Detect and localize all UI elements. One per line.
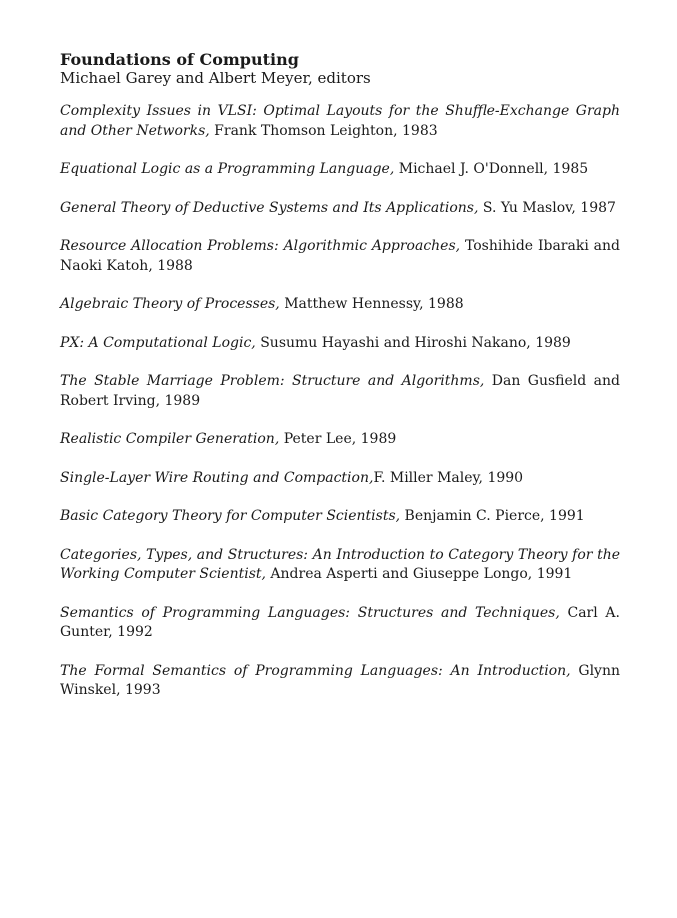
book-author-year: Matthew Hennessy, 1988 [279,296,464,312]
book-entry [60,160,620,180]
book-title: Algebraic Theory of Processes, [60,296,280,312]
series-editors: Michael Garey and Albert Meyer, editors [60,69,371,87]
series-page [60,50,620,720]
book-author-year: Peter Lee, 1989 [279,431,397,447]
book-title: General Theory of Deductive Systems and Its Applications, [60,199,479,216]
series-title: Foundations of Computing [60,50,299,69]
book-title: Semantics of Programming Languages: Structures and Techniques, [60,604,560,621]
book-author-year: Andrea Asperti and Giuseppe Longo, 1991 [265,566,573,582]
book-title: PX: A Computational Logic, [60,334,256,351]
book-title: Single-Layer Wire Routing and Compaction, [60,469,374,486]
book-entry [60,662,620,701]
book-entry [60,604,620,643]
book-title: The Stable Marriage Problem: Structure and Algorithms, [60,373,485,389]
book-author-year: Susumu Hayashi and Hiroshi Nakano, 1989 [255,334,571,351]
book-author-year: Toshihide Ibaraki and Naoki Katoh, 1988 [60,238,620,274]
book-entry [60,372,620,411]
book-entry [60,237,620,276]
book-title: Basic Category Theory for Computer Scientists, [60,508,401,524]
book-entry [60,430,620,450]
book-title: Resource Allocation Problems: Algorithmic Approaches, [60,238,461,254]
book-title: The Formal Semantics of Programming Languages: An Introduction, [60,662,571,679]
book-entry [60,295,620,315]
book-entry [60,507,620,527]
book-author-year: Dan Gusfield and Robert Irving, 1989 [60,373,621,409]
book-title: Realistic Compiler Generation, [60,431,280,447]
book-author-year: Carl A. Gunter, 1992 [60,604,620,640]
book-author-year: S. Yu Maslov, 1987 [478,199,616,216]
book-entry [60,102,620,141]
book-title: Complexity Issues in VLSI: Optimal Layouts for the Shuffle-Exchange Graph and Other Networks, [60,103,620,139]
book-author-year: F. Miller Maley, 1990 [373,469,524,486]
book-title: Equational Logic as a Programming Language, [60,161,395,177]
book-author-year: Frank Thomson Leighton, 1983 [209,122,438,139]
book-author-year: Benjamin C. Pierce, 1991 [400,508,585,524]
book-title: Categories, Types, and Structures: An Introduction to Category Theory for the Working Computer Scientist, [60,546,620,582]
book-entry [60,334,620,354]
book-author-year: Glynn Winskel, 1993 [60,662,620,698]
book-entry [60,469,620,489]
book-entry [60,199,620,219]
book-entry [60,546,620,585]
book-author-year: Michael J. O'Donnell, 1985 [394,161,589,177]
